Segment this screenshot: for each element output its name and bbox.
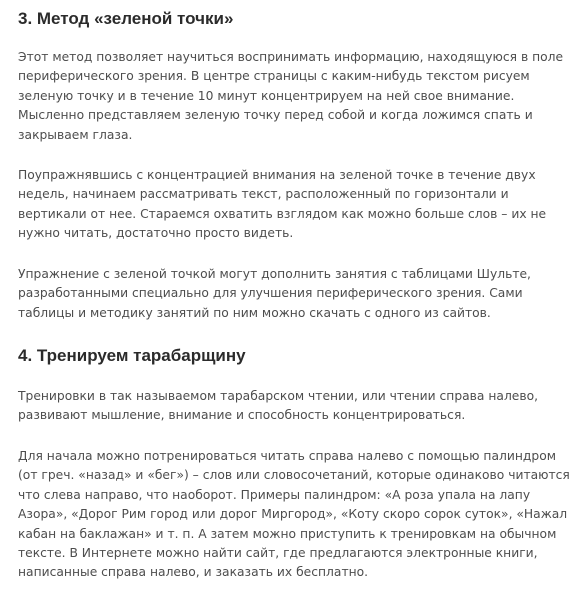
paragraph-green-dot-intro: [18, 48, 563, 145]
section-heading-green-dot-method: 3. Метод «зеленой точки»: [18, 9, 234, 28]
paragraph-green-dot-practice: [18, 166, 546, 244]
text-line: написанные справа налево, и заказать их бесплатно.: [18, 565, 369, 580]
text-line: Этот метод позволяет научиться воспринимать информацию, находящуюся в поле: [18, 50, 564, 64]
paragraph-palindromes: [18, 447, 570, 583]
text-line: кабан на баклажан» и т. п. А затем можно приступить к тренировкам на обычном: [18, 526, 557, 541]
paragraph-reverse-reading-intro: [18, 387, 538, 426]
text-line: Для начала можно потренироваться читать справа налево с помощью палиндром: [18, 449, 557, 463]
text-line: Мысленно представляем зеленую точку перед собой и когда ложимся спать и: [18, 108, 533, 123]
text-line: Поупражнявшись с концентрацией внимания на зеленой точке в течение двух: [18, 168, 536, 182]
text-line: Упражнение с зеленой точкой могут дополнить занятия с таблицами Шульте,: [18, 267, 531, 281]
text-line: тексте. В Интернете можно найти сайт, где предлагаются электронные книги,: [18, 546, 538, 561]
text-line: (от греч. «назад» и «бег») – слов или словосочетаний, которые одинаково читаются: [18, 468, 570, 483]
section-heading-gibberish-training: 4. Тренируем тарабарщину: [18, 346, 246, 365]
text-line: Азора», «Дорог Рим город или дорог Миргород», «Коту скоро сорок суток», «Нажал: [18, 507, 568, 522]
text-line: таблицы и методику занятий по ним можно скачать с одного из сайтов.: [18, 305, 491, 320]
text-line: закрываем глаза.: [18, 127, 133, 142]
text-line: нужно читать, достаточно просто видеть.: [18, 226, 294, 241]
text-line: вертикали от нее. Стараемся охватить взглядом как можно больше слов – их не: [18, 206, 547, 221]
paragraph-schulte-tables: [18, 265, 531, 323]
text-line: что слева направо, что наоборот. Примеры палиндром: «А роза упала на лапу: [18, 487, 531, 502]
text-line: недель, начинаем рассматривать текст, расположенный по горизонтали и: [18, 187, 509, 202]
text-line: разработанными специально для улучшения периферического зрения. Сами: [18, 286, 523, 301]
text-line: Тренировки в так называемом тарабарском чтении, или чтении справа налево,: [18, 389, 539, 403]
text-line: развивают мышление, внимание и способность концентрироваться.: [18, 408, 466, 423]
text-line: зеленую точку и в течение 10 минут концентрируем на ней свое внимание.: [18, 88, 515, 103]
text-line: периферического зрения. В центре страницы с каким-нибудь текстом рисуем: [18, 69, 530, 84]
